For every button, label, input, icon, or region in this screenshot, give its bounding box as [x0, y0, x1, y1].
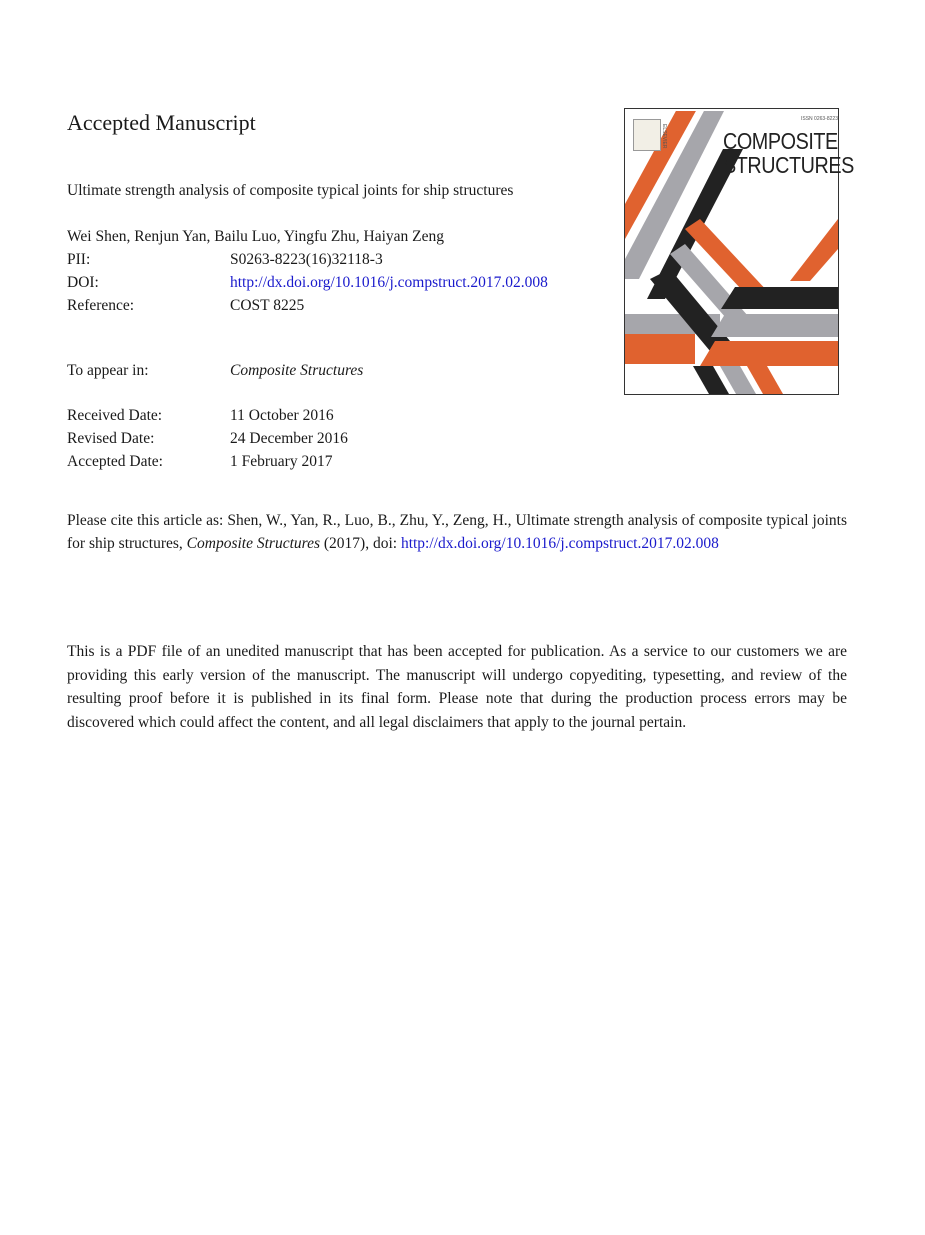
citation-prefix: Please cite this article as: Shen, W., Yan, R., Luo, B., Zhu, Y., Zeng, H., Ultimate strength analysis of composite typical joints for ship structures,: [67, 512, 847, 552]
received-date-label: Received Date:: [67, 407, 163, 424]
cover-title-line1: COMPOSITE: [723, 128, 838, 154]
revised-date-label: Revised Date:: [67, 430, 155, 447]
page-heading: Accepted Manuscript: [67, 110, 256, 135]
accepted-date-value: 1 February 2017: [230, 453, 333, 470]
article-title: Ultimate strength analysis of composite typical joints for ship structures: [67, 182, 514, 199]
publisher-logo-text: ELSEVIER: [661, 124, 667, 149]
citation-middle: (2017), doi:: [320, 535, 401, 552]
journal-name-text: Composite Structures: [230, 362, 364, 379]
disclaimer-paragraph: This is a PDF file of an unedited manuscript that has been accepted for publication. As a service to our customers we are providing this early version of the manuscript. The manuscript will undergo copyediting, typesetting, and review of the resulting proof before it is published in its final form. Please note that during the production process errors may be discovered which could affect the content, and all legal disclaimers that apply to the journal pertain.: [67, 643, 847, 731]
doi-link[interactable]: http://dx.doi.org/10.1016/j.compstruct.2017.02.008: [230, 274, 548, 291]
citation-paragraph: [67, 509, 847, 555]
reference-value: COST 8225: [230, 297, 305, 314]
received-date-value: 11 October 2016: [230, 407, 334, 424]
cover-title-line2: STRUCTURES: [723, 152, 854, 178]
journal-name: [230, 361, 363, 381]
citation-journal: Composite Structures: [186, 535, 320, 552]
doi-label: DOI:: [67, 274, 99, 291]
author-list: Wei Shen, Renjun Yan, Bailu Luo, Yingfu Zhu, Haiyan Zeng: [67, 228, 445, 245]
journal-cover-image: [624, 108, 854, 395]
cover-title: [723, 129, 854, 177]
reference-label: Reference:: [67, 297, 135, 314]
citation-doi-link[interactable]: http://dx.doi.org/10.1016/j.compstruct.2017.02.008: [400, 535, 719, 552]
accepted-date-label: Accepted Date:: [67, 453, 163, 470]
pii-value: S0263-8223(16)32118-3: [230, 251, 383, 268]
cover-issn: ISSN 0263-8223: [801, 116, 838, 122]
publisher-logo: [633, 119, 667, 151]
pii-label: PII:: [67, 251, 91, 268]
revised-date-value: 24 December 2016: [230, 430, 348, 447]
to-appear-label: To appear in:: [67, 362, 149, 379]
